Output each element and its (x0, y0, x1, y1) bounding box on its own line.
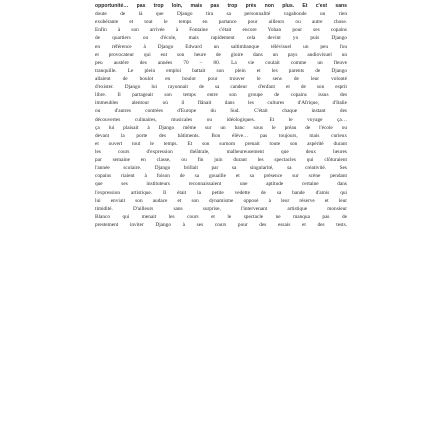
text-line: que ses instituteurs reconnaissaient une aptitude certaine dans (95, 181, 347, 188)
text-line: Enfin à son arrivée à Fontaine c'était encore Yohan pour ses copains (95, 27, 347, 34)
text-line: immeubles alentour où il flânait dans les cultures d'Afrique, d'Italie (95, 100, 347, 107)
text-line: ça lui plaisait à Django même sur un banc sous le préau de l'école ou (95, 124, 347, 131)
text-line: Blanco qui menait les cours et le spectacle ne manqua pas de (95, 213, 347, 220)
text-line: allaient de boulot en boulot pour trouver le sens de leur volonté (95, 75, 347, 82)
text-line: de quartiers ou d'école, mais rapidement cela devint yo puis Django (95, 35, 347, 42)
text-line: devant la porte des bâtiments. Bon élève… pas toujours, mais curieux (95, 132, 347, 139)
text-line: l'année scolaire. Django brillait par sa singularité, sa créativité. Ses (95, 165, 347, 172)
text-line: les cours d'expression théâtrale, malheureusement que deux heures (95, 148, 347, 155)
text-line: par semaine en classe, ou fin juin durant les spectacles qui clôturaient (95, 157, 347, 164)
text-line: découvertes culinaires, musicales ou idéologiques. Et le voyage ça… (95, 116, 347, 123)
text-line: tranquille. Le plein emploi battait son plein et les parents de Django (95, 67, 347, 74)
text-line: copains riaient à foison de sa gouaille et sa présence sur scène pendant (95, 173, 347, 180)
text-line: exubérante et tout le temps en partance pour ailleurs ou autre chose. (95, 19, 347, 26)
body-text (95, 2, 347, 229)
text-line: d'exister. Django lui rayonnait de sa candeur d'enfant et de son esprit (95, 84, 347, 91)
text-line: prestement inviter Django à ses cours pour des essais et des tests. (95, 221, 347, 228)
text-line: timidité. D'ailleurs sans surprise, l'intervenant artistique monsieur (95, 205, 347, 212)
text-line: doute de là que Django tira sa personnalité vagabonde un rien (95, 11, 347, 18)
text-line: peu austère des années 70 – 80. La vie coulait comme un fleuve (95, 59, 347, 66)
text-line: en référence à Django Edward un saltimbanque télévisuel un peu fou (95, 43, 347, 50)
text-line: opportunité… pas trop loin, mais pas trop près non plus. Et c'est sans (95, 3, 347, 9)
text-line: et ouvert tout le temps. Et son surnom prenait toute son aspérité durant (95, 140, 347, 147)
text-line: et provocateur qui eut son heure de gloire dans un pays audiovisuel un (95, 51, 347, 58)
text-line: lui enviait son audace et son dynamisme opposé à leur réserve et leur (95, 197, 347, 204)
text-line: ou d'autres contrées d'Europe du Sud. C'était chaque instant des (95, 108, 347, 115)
text-line: l'expression artistique. Il était la petite vedette de sa bande d'amis qui (95, 189, 347, 196)
text-line: libre. Il partageait son temps entre son groupe de copains issus des (95, 92, 347, 99)
